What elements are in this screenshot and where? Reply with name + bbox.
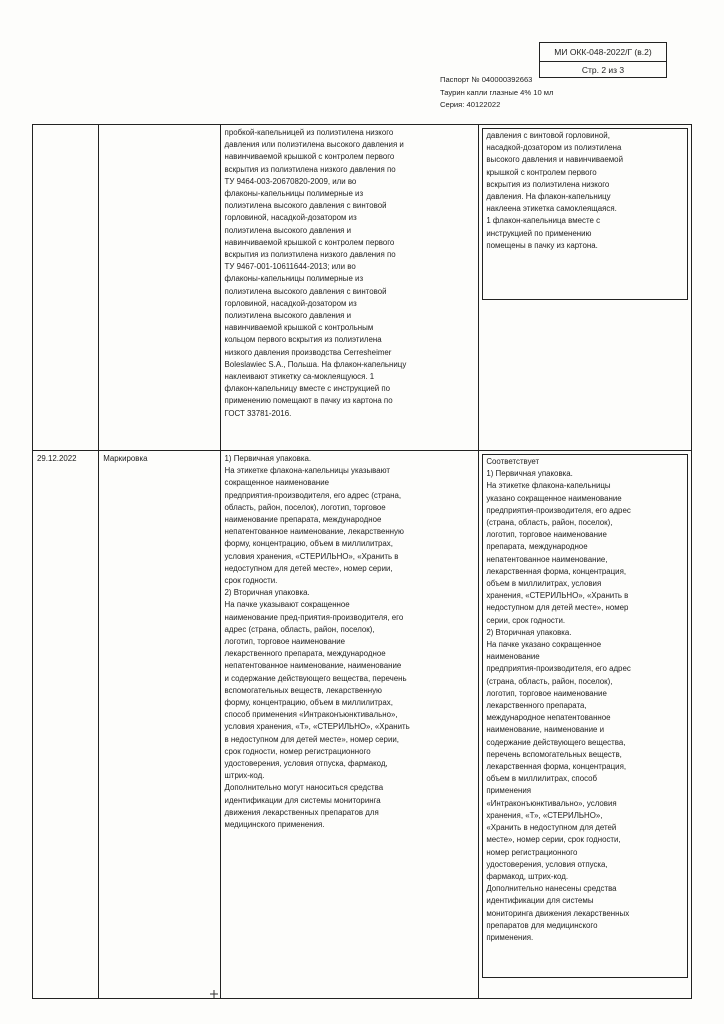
series-number: Серия: 40122022 — [440, 100, 501, 109]
result-cell — [479, 125, 692, 451]
requirement-cell — [220, 125, 479, 451]
result-text: давления с винтовой горловиной, насадкой-дозатором из полиэтилена высокого давления и навинчиваемой крышкой с контролем первого вскрытия из полиэтилена низкого давления. На флакон-капельницу наклеена этикетка самоклеящаяся. 1 флакон-капельница вместе с инструкцией по применению помещены в пачку из картона. — [486, 131, 623, 250]
date-cell: 29.12.2022 — [33, 451, 99, 999]
requirement-text: пробкой-капельницей из полиэтилена низкого давления или полиэтилена высокого давления и навинчиваемой крышкой с контролем первого вскрытия из полиэтилена низкого давления по ТУ 9464-003-20670820-2009, или во флаконы-капельницы полимерные из полиэтилена высокого давления с винтовой горловиной, насадкой-дозатором из полиэтилена высокого давления и навинчиваемой крышкой с контролем первого вскрытия из полиэтилена низкого давления по ТУ 9467-001-10611644-2013; или во флаконы-капельницы полимерные из полиэтилена высокого давления с винтовой горловиной, насадкой-дозатором из полиэтилена высокого давления и навинчиваемой крышкой с контрольным кольцом первого вскрытия из полиэтилена низкого давления производства Cerresheimer Boleslawiec S.A., Польша. На флакон-капельницу наклеивают этикетку са-моклеящуюся. 1 флакон-капельницу вместе с инструкцией по применению помещают в пачку из картона по ГОСТ 33781-2016. — [224, 128, 407, 418]
result-inner-box — [482, 454, 688, 978]
result-cell — [479, 451, 692, 999]
requirement-text: 1) Первичная упаковка. На этикетке флакона-капельницы указывают сокращенное наименование предприятия-производителя, его адрес (страна, область, район, поселок), логотип, торговое наименование препарата, международное непатентованное наименование, лекарственную форму, концентрацию, объем в миллилитрах, условия хранения, «СТЕРИЛЬНО», «Хранить в недоступном для детей месте», номер серии, срок годности. 2) Вторичная упаковка. На пачке указывают сокращенное наименование пред-приятия-производителя, его адрес (страна, область, район, поселок), логотип, торговое наименование лекарственного препарата, международное непатентованное наименование, наименование и содержание действующего вещества, перечень вспомогательных веществ, лекарственную форму, концентрацию, объем в миллилитрах, способ применения «Интраконъюнктивально», условия хранения, «Т», «СТЕРИЛЬНО», «Хранить в недоступном для детей месте», номер серии, срок годности, номер регистрационного удостоверения, условия отпуска, фармакод, штрих-код. Дополнительно могут наноситься средства идентификации для системы мониторинга движения лекарственных препаратов для медицинского применения. — [224, 454, 410, 830]
product-name: Таурин капли глазные 4% 10 мл — [440, 87, 554, 97]
specification-table — [32, 124, 692, 999]
test-name-cell — [99, 125, 220, 451]
requirement-cell — [220, 451, 479, 999]
table-row — [33, 451, 692, 999]
table-row — [33, 125, 692, 451]
passport-info — [440, 74, 553, 112]
date-cell — [33, 125, 99, 451]
document-code: МИ ОКК-048-2022/Г (в.2) — [540, 43, 666, 62]
result-inner-box — [482, 128, 688, 300]
result-text: Соответствует 1) Первичная упаковка. На этикетке флакона-капельницы указано сокращенное наименование предприятия-производителя, его адрес (страна, область, район, поселок), логотип, торговое наименование препарата, международное непатентованное наименование, лекарственная форма, концентрация, объем в миллилитрах, условия хранения, «СТЕРИЛЬНО», «Хранить в недоступном для детей месте», номер серии, срок годности. 2) Вторичная упаковка. На пачке указано сокращенное наименование предприятия-производителя, его адрес (страна, область, район, поселок), логотип, торговое наименование лекарственного препарата, международное непатентованное наименование, наименование и содержание действующего вещества, перечень вспомогательных веществ, лекарственная форма, концентрация, объем в миллилитрах, способ применения «Интраконъюнктивально», условия хранения, «Т», «СТЕРИЛЬНО», «Хранить в недоступном для детей месте», номер серии, срок годности, номер регистрационного удостоверения, условия отпуска, фармакод, штрих-код. Дополнительно нанесены средства идентификации для системы мониторинга движения лекарственных препаратов для медицинского применения. — [486, 457, 631, 942]
passport-number: Паспорт № 040000392663 — [440, 75, 533, 84]
page-number: Стр. 2 из 3 — [581, 65, 625, 75]
document-code-box — [539, 42, 667, 78]
test-name-cell: Маркировка — [99, 451, 220, 999]
scan-mark-icon — [210, 990, 218, 998]
